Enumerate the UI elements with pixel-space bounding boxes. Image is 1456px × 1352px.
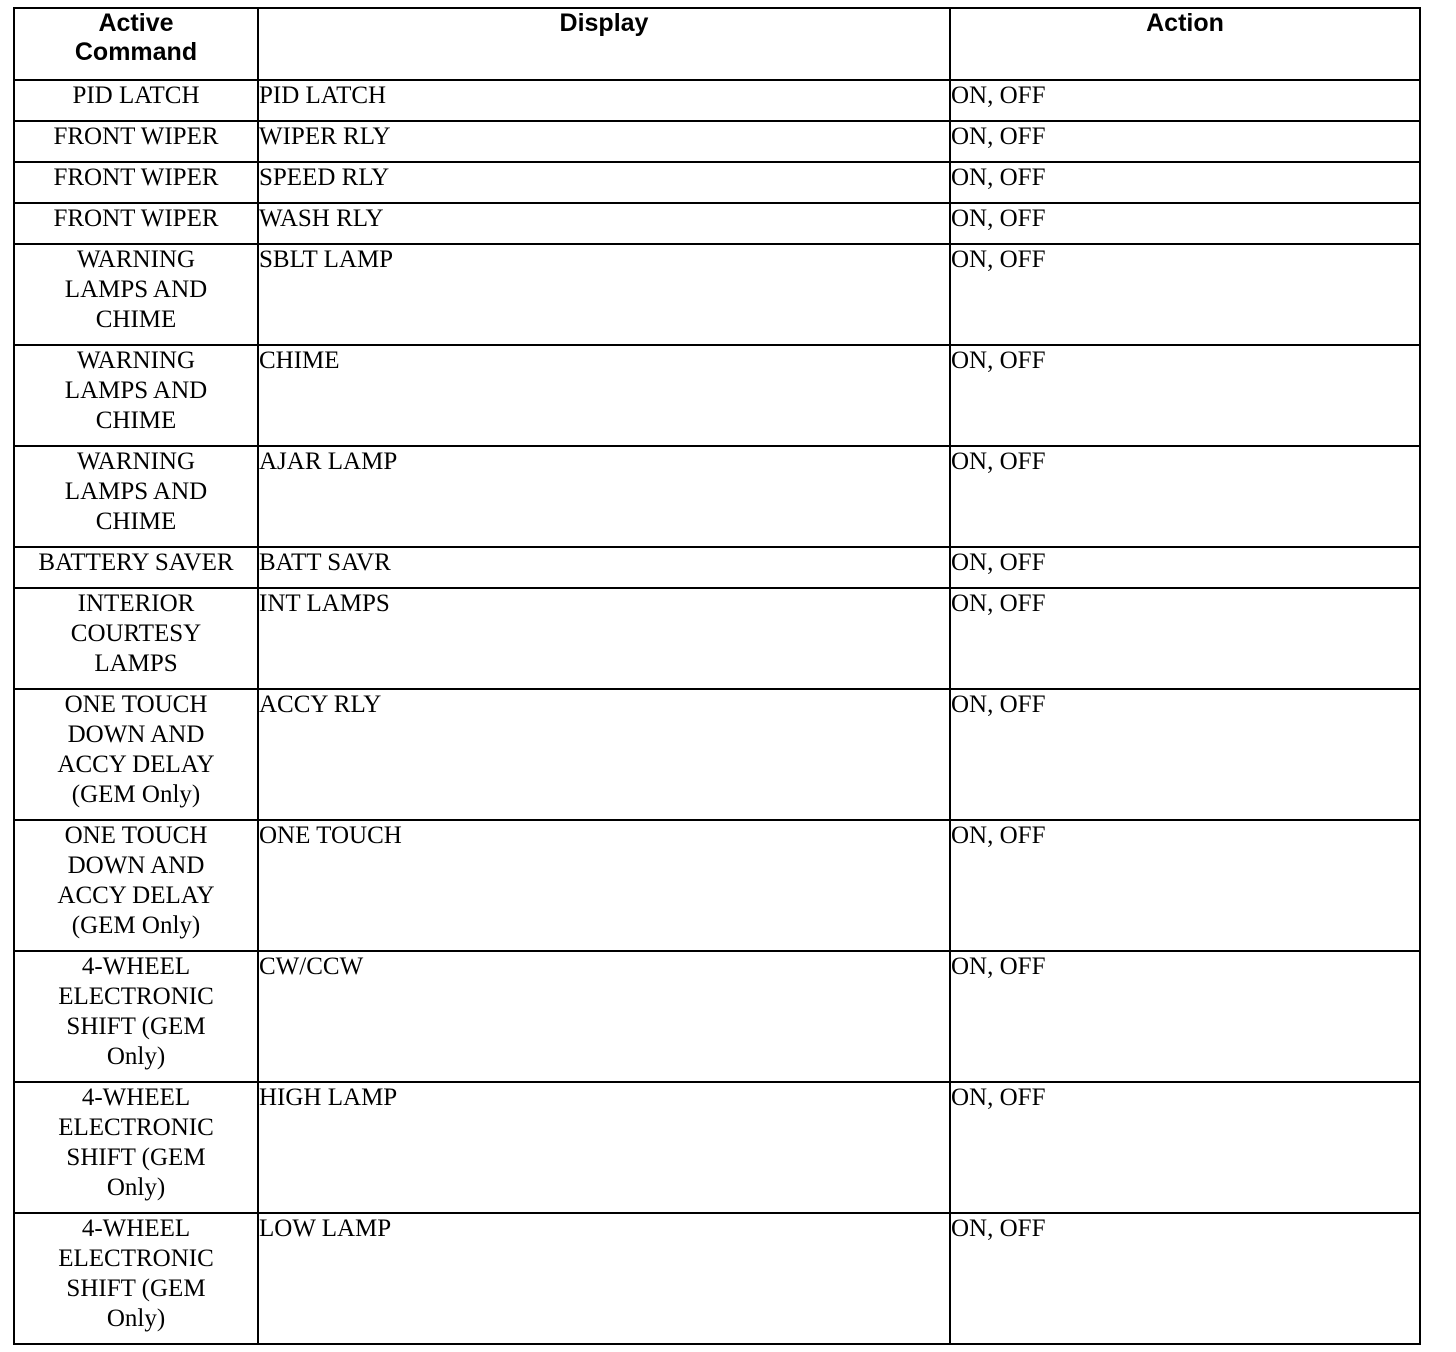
row-action: ON, OFF [950,820,1420,951]
row-action: ON, OFF [950,345,1420,446]
row-command: 4-WHEEL ELECTRONIC SHIFT (GEM Only) [14,1213,258,1344]
row-command: 4-WHEEL ELECTRONIC SHIFT (GEM Only) [14,1082,258,1213]
row-display: LOW LAMP [258,1213,950,1344]
table-row [14,446,1420,547]
row-command: PID LATCH [14,80,258,121]
row-command: WARNING LAMPS AND CHIME [14,345,258,446]
row-action: ON, OFF [950,203,1420,244]
table-row [14,121,1420,162]
header-action: Action [950,8,1420,80]
row-display: BATT SAVR [258,547,950,588]
header-display: Display [258,8,950,80]
row-display: WIPER RLY [258,121,950,162]
header-active-command: Active Command [14,8,258,80]
row-action: ON, OFF [950,1082,1420,1213]
table-row [14,1082,1420,1213]
row-action: ON, OFF [950,244,1420,345]
row-display: PID LATCH [258,80,950,121]
row-action: ON, OFF [950,80,1420,121]
table-row [14,588,1420,689]
row-display: INT LAMPS [258,588,950,689]
table-row [14,80,1420,121]
table-row [14,951,1420,1082]
table-row [14,689,1420,820]
row-command: ONE TOUCH DOWN AND ACCY DELAY (GEM Only) [14,820,258,951]
row-command: ONE TOUCH DOWN AND ACCY DELAY (GEM Only) [14,689,258,820]
row-action: ON, OFF [950,547,1420,588]
table-row [14,345,1420,446]
row-display: WASH RLY [258,203,950,244]
table-row [14,820,1420,951]
row-command: FRONT WIPER [14,162,258,203]
row-action: ON, OFF [950,446,1420,547]
row-display: AJAR LAMP [258,446,950,547]
row-display: SBLT LAMP [258,244,950,345]
row-display: ACCY RLY [258,689,950,820]
row-display: SPEED RLY [258,162,950,203]
row-display: ONE TOUCH [258,820,950,951]
table-row [14,547,1420,588]
row-display: CW/CCW [258,951,950,1082]
table-row [14,162,1420,203]
row-display: CHIME [258,345,950,446]
row-command: 4-WHEEL ELECTRONIC SHIFT (GEM Only) [14,951,258,1082]
table-row [14,244,1420,345]
row-command: BATTERY SAVER [14,547,258,588]
row-display: HIGH LAMP [258,1082,950,1213]
table-row [14,1213,1420,1344]
row-command: FRONT WIPER [14,203,258,244]
row-action: ON, OFF [950,1213,1420,1344]
row-action: ON, OFF [950,588,1420,689]
row-action: ON, OFF [950,121,1420,162]
row-command: WARNING LAMPS AND CHIME [14,446,258,547]
row-command: INTERIOR COURTESY LAMPS [14,588,258,689]
row-action: ON, OFF [950,689,1420,820]
active-command-table [13,7,1421,1345]
table-row [14,203,1420,244]
row-command: WARNING LAMPS AND CHIME [14,244,258,345]
row-action: ON, OFF [950,162,1420,203]
row-command: FRONT WIPER [14,121,258,162]
row-action: ON, OFF [950,951,1420,1082]
table-header-row [14,8,1420,80]
